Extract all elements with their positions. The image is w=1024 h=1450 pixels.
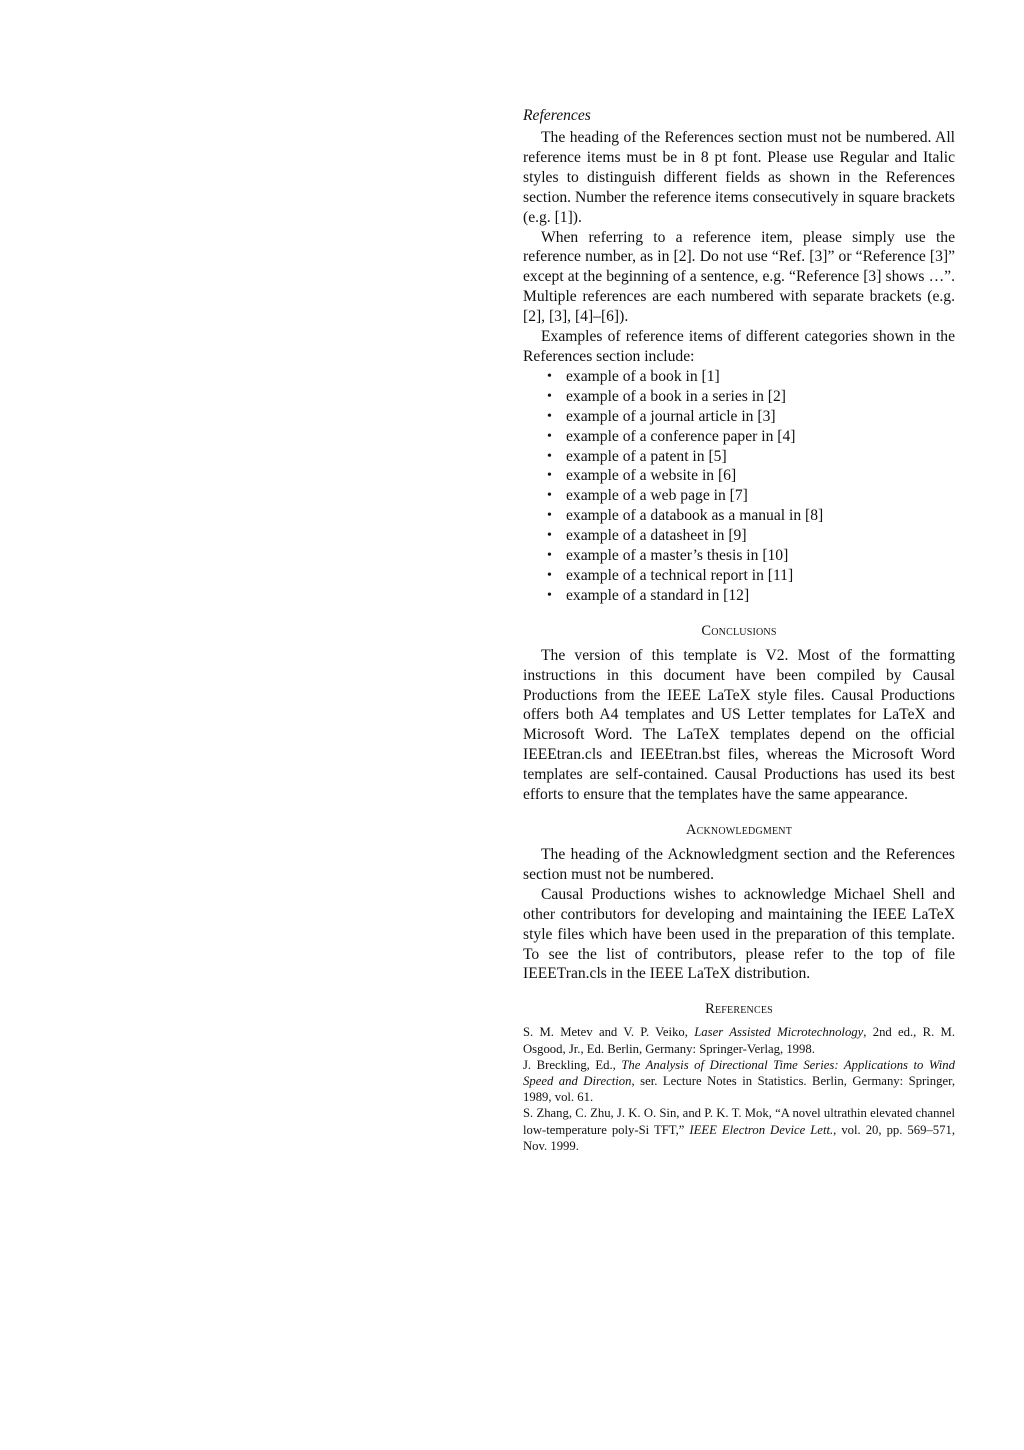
references-paragraph-2: When referring to a reference item, please simply use the reference number, as in [2]. Do not use “Ref. [3]” or “Reference [3]” except at the beginning of a sentence, e.g. “Reference [3] shows …”. Multiple references are each numbered with separate brackets (e.g. [2], [3], [4]–[6]). bbox=[523, 228, 955, 326]
bullet-icon: • bbox=[547, 368, 552, 384]
reference-examples-list bbox=[523, 367, 955, 606]
bullet-icon: • bbox=[547, 567, 552, 583]
references-paragraph-1: The heading of the References section must not be numbered. All reference items must be in 8 pt font. Please use Regular and Italic styles to distinguish different fields as shown in the References section. Number the reference items consecutively in square brackets (e.g. [1]). bbox=[523, 129, 955, 226]
bullet-icon: • bbox=[547, 408, 552, 424]
list-item-text: example of a conference paper in [4] bbox=[566, 427, 796, 445]
list-item bbox=[547, 526, 955, 546]
bullet-icon: • bbox=[547, 468, 552, 484]
reference-authors: S. M. Metev and V. P. Veiko, bbox=[523, 1025, 695, 1040]
bullet-icon: • bbox=[547, 448, 552, 464]
list-item-text: example of a standard in [12] bbox=[566, 586, 750, 604]
acknowledgment-paragraph-2: Causal Productions wishes to acknowledge Michael Shell and other contributors for developing and maintaining the IEEE LaTeX style files which have been used in the preparation of this template. To see the list of contributors, please refer to the top of file IEEETran.cls in the IEEE LaTeX distribution. bbox=[523, 885, 955, 983]
list-item-text: example of a book in [1] bbox=[566, 367, 720, 385]
list-item-text: example of a book in a series in [2] bbox=[566, 387, 786, 405]
bullet-icon: • bbox=[547, 428, 552, 444]
reference-entry-3 bbox=[523, 1105, 955, 1154]
reference-entry-2 bbox=[523, 1057, 955, 1106]
reference-details: , ser. Lecture Notes in Statistics. Berlin, Germany: Springer, 1989, vol. 61. bbox=[523, 1073, 956, 1105]
bullet-icon: • bbox=[547, 388, 552, 404]
reference-details: , 2nd ed., R. M. Osgood, Jr., Ed. Berlin, Germany: Springer-Verlag, 1998. bbox=[523, 1025, 956, 1056]
list-item bbox=[547, 466, 955, 486]
acknowledgment-heading: Acknowledgment bbox=[685, 822, 793, 838]
bullet-icon: • bbox=[547, 508, 552, 524]
reference-title: IEEE Electron Device Lett. bbox=[689, 1122, 834, 1137]
list-item bbox=[547, 427, 955, 447]
list-item-text: example of a databook as a manual in [8] bbox=[566, 507, 824, 525]
list-item-text: example of a website in [6] bbox=[566, 467, 737, 485]
list-item bbox=[547, 566, 955, 586]
reference-authors: S. Zhang, C. Zhu, J. K. O. Sin, and P. K. T. Mok, “A novel ultrathin elevated channel low-temperature poly-Si TFT,” bbox=[523, 1106, 955, 1137]
list-item bbox=[547, 486, 955, 506]
list-item-text: example of a datasheet in [9] bbox=[566, 527, 747, 545]
reference-list bbox=[523, 1024, 955, 1154]
conclusions-paragraph: The version of this template is V2. Most of the formatting instructions in this document have been compiled by Causal Productions from the IEEE LaTeX style files. Causal Productions offers both A4 templates and US Letter templates for LaTeX and Microsoft Word. The LaTeX templates depend on the official IEEEtran.cls and IEEEtran.bst files, whereas the Microsoft Word templates are self-contained. Causal Productions has used its best efforts to ensure that the templates have the same appearance. bbox=[523, 646, 955, 804]
bullet-icon: • bbox=[547, 488, 552, 504]
list-item-text: example of a patent in [5] bbox=[566, 447, 727, 465]
list-item bbox=[547, 367, 955, 387]
references-paragraph-3: Examples of reference items of different categories shown in the References section include: bbox=[523, 328, 955, 365]
bullet-icon: • bbox=[547, 587, 552, 603]
list-item bbox=[547, 506, 955, 526]
list-item-text: example of a master’s thesis in [10] bbox=[566, 547, 789, 565]
reference-title: The Analysis of Directional Time Series: Applications to Wind Speed and Direction bbox=[523, 1057, 955, 1088]
list-item bbox=[547, 586, 955, 606]
reference-details: , vol. 20, pp. 569–571, Nov. 1999. bbox=[523, 1122, 955, 1153]
bullet-icon: • bbox=[547, 548, 552, 564]
reference-entry-1 bbox=[523, 1024, 955, 1056]
page-column bbox=[523, 106, 955, 1154]
list-item bbox=[547, 407, 955, 427]
list-item-text: example of a technical report in [11] bbox=[566, 566, 794, 584]
list-item-text: example of a journal article in [3] bbox=[566, 407, 776, 425]
references-subsection-heading: References bbox=[523, 107, 591, 124]
reference-title: Laser Assisted Microtechnology bbox=[694, 1025, 864, 1040]
list-item-text: example of a web page in [7] bbox=[566, 487, 748, 505]
conclusions-heading: Conclusions bbox=[701, 622, 777, 639]
acknowledgment-paragraph-1: The heading of the Acknowledgment section and the References section must not be numbered. bbox=[523, 846, 955, 883]
bullet-icon: • bbox=[547, 528, 552, 544]
list-item bbox=[547, 546, 955, 566]
references-heading: References bbox=[705, 1001, 773, 1018]
reference-authors: J. Breckling, Ed., bbox=[523, 1057, 622, 1072]
list-item bbox=[547, 447, 955, 467]
list-item bbox=[547, 387, 955, 407]
